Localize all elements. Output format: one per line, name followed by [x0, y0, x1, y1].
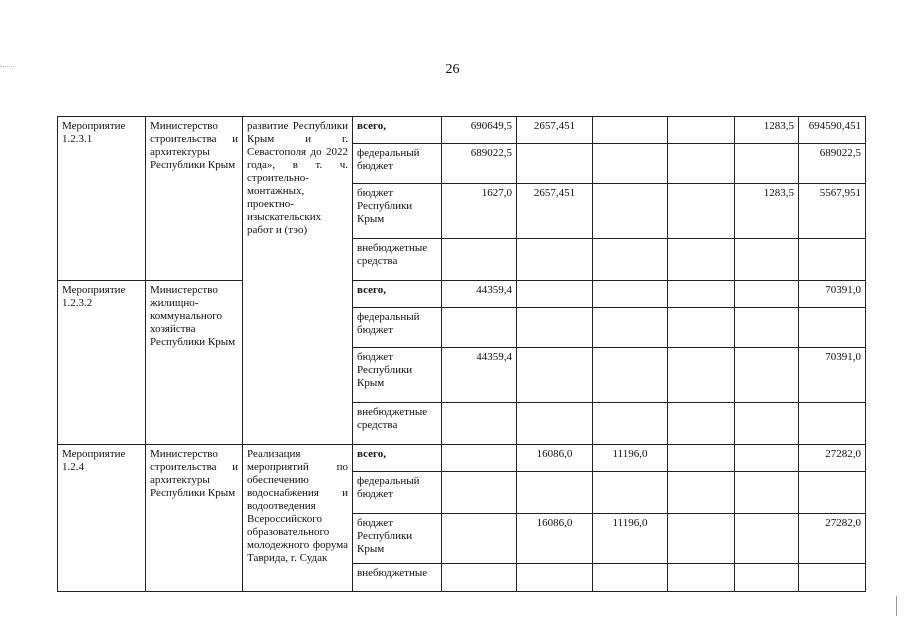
funding-source-label: всего, [357, 448, 386, 460]
total-value-cell: 689022,5 [799, 144, 866, 184]
value-cell [668, 308, 735, 348]
funding-source-cell [353, 144, 442, 184]
funding-source-cell [353, 184, 442, 239]
value-cell [735, 403, 799, 445]
executor-cell: Министерство строительства и архитектуры Республики Крым [146, 445, 243, 592]
total-value-cell [799, 564, 866, 592]
value-cell: 2657,451 [517, 184, 593, 239]
value-cell [735, 514, 799, 564]
value-cell [517, 308, 593, 348]
scan-edge-mark [896, 596, 897, 616]
funding-source-label: бюджет Республики Крым [357, 351, 413, 389]
total-value-cell: 70391,0 [799, 281, 866, 308]
value-cell [517, 144, 593, 184]
value-cell [593, 564, 668, 592]
funding-source-label: внебюджетные средства [357, 406, 428, 431]
funding-source-cell [353, 308, 442, 348]
total-value-cell [799, 403, 866, 445]
value-cell [593, 308, 668, 348]
value-cell [735, 144, 799, 184]
value-cell [668, 472, 735, 514]
value-cell [593, 472, 668, 514]
funding-source-label: внебюджетные [357, 567, 428, 579]
funding-source-label: внебюджетные средства [357, 242, 428, 267]
funding-source-cell [353, 564, 442, 592]
value-cell: 1283,5 [735, 117, 799, 144]
description-cell: развитие Республики Крым и г. Севастополя до 2022 года», в т. ч. строительно-монтажных, проектно-изыскательских работ и (тэо) [243, 117, 353, 445]
table-row [58, 445, 866, 472]
value-cell [735, 308, 799, 348]
value-cell [668, 564, 735, 592]
funding-source-label: бюджет Республики Крым [357, 517, 413, 555]
table-row [58, 117, 866, 144]
value-cell [735, 281, 799, 308]
funding-source-cell [353, 117, 442, 144]
value-cell [517, 564, 593, 592]
funding-source-label: всего, [357, 120, 386, 132]
value-cell [668, 514, 735, 564]
total-value-cell: 27282,0 [799, 514, 866, 564]
funding-source-label: федеральный бюджет [357, 475, 420, 500]
value-cell [593, 348, 668, 403]
value-cell [668, 239, 735, 281]
value-cell: 16086,0 [517, 514, 593, 564]
total-value-cell [799, 472, 866, 514]
total-value-cell: 694590,451 [799, 117, 866, 144]
value-cell: 1283,5 [735, 184, 799, 239]
value-cell [668, 184, 735, 239]
value-cell [593, 239, 668, 281]
funding-source-cell [353, 281, 442, 308]
value-cell [735, 472, 799, 514]
table-row [58, 281, 866, 308]
executor-cell: Министерство жилищно-коммунального хозяйства Республики Крым [146, 281, 243, 445]
value-cell [442, 308, 517, 348]
value-cell [442, 239, 517, 281]
value-cell: 2657,451 [517, 117, 593, 144]
value-cell: 11196,0 [593, 514, 668, 564]
funding-source-cell [353, 348, 442, 403]
value-cell [593, 144, 668, 184]
value-cell: 690649,5 [442, 117, 517, 144]
value-cell [442, 514, 517, 564]
total-value-cell [799, 308, 866, 348]
funding-source-cell [353, 403, 442, 445]
value-cell [668, 403, 735, 445]
value-cell [517, 348, 593, 403]
event-cell: Мероприятие 1.2.3.1 [58, 117, 146, 281]
value-cell [668, 117, 735, 144]
value-cell [517, 472, 593, 514]
value-cell: 1627,0 [442, 184, 517, 239]
value-cell: 11196,0 [593, 445, 668, 472]
funding-source-label: бюджет Республики Крым [357, 187, 413, 225]
funding-source-cell [353, 472, 442, 514]
total-value-cell: 70391,0 [799, 348, 866, 403]
value-cell [668, 445, 735, 472]
event-cell: Мероприятие 1.2.4 [58, 445, 146, 592]
value-cell [668, 144, 735, 184]
value-cell [442, 472, 517, 514]
value-cell [735, 445, 799, 472]
value-cell [442, 403, 517, 445]
value-cell [442, 564, 517, 592]
total-value-cell: 5567,951 [799, 184, 866, 239]
budget-table [57, 116, 866, 592]
funding-source-label: всего, [357, 284, 386, 296]
value-cell [517, 403, 593, 445]
value-cell [593, 403, 668, 445]
value-cell [735, 239, 799, 281]
funding-source-cell [353, 239, 442, 281]
executor-cell: Министерство строительства и архитектуры Республики Крым [146, 117, 243, 281]
value-cell [668, 348, 735, 403]
funding-source-label: федеральный бюджет [357, 311, 420, 336]
value-cell [517, 239, 593, 281]
description-cell: Реализация мероприятий по обеспечению водоснабжения и водоотведения Всероссийского образовательного молодежного форума Таврида, г. Судак [243, 445, 353, 592]
value-cell: 44359,4 [442, 281, 517, 308]
value-cell [668, 281, 735, 308]
value-cell [593, 117, 668, 144]
page-number: 26 [445, 62, 460, 77]
value-cell: 44359,4 [442, 348, 517, 403]
total-value-cell: 27282,0 [799, 445, 866, 472]
funding-source-cell [353, 514, 442, 564]
value-cell: 689022,5 [442, 144, 517, 184]
value-cell [593, 281, 668, 308]
value-cell [735, 564, 799, 592]
funding-source-label: федеральный бюджет [357, 147, 420, 172]
value-cell [735, 348, 799, 403]
value-cell: 16086,0 [517, 445, 593, 472]
value-cell [593, 184, 668, 239]
value-cell [517, 281, 593, 308]
funding-source-cell [353, 445, 442, 472]
total-value-cell [799, 239, 866, 281]
event-cell: Мероприятие 1.2.3.2 [58, 281, 146, 445]
value-cell [442, 445, 517, 472]
